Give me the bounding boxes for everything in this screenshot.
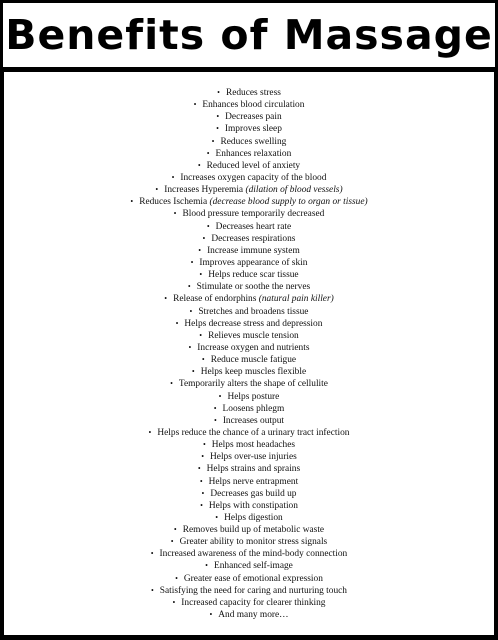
list-item	[4, 597, 494, 609]
list-item	[4, 233, 494, 245]
benefit-text: Improves appearance of skin	[199, 257, 308, 268]
bullet-icon: •	[218, 391, 222, 401]
benefit-text: Decreases respirations	[211, 233, 296, 244]
benefit-text: Stretches and broadens tissue	[198, 306, 309, 317]
benefit-text: Reduces stress	[225, 88, 281, 98]
list-item	[4, 160, 494, 172]
list-item	[4, 476, 494, 488]
bullet-icon: •	[201, 452, 205, 462]
benefit-text: Helps reduce scar tissue	[208, 270, 299, 281]
bullet-icon: •	[209, 610, 213, 620]
bullet-icon: •	[198, 245, 202, 255]
list-item	[4, 366, 494, 378]
bullet-icon: •	[197, 160, 201, 170]
benefit-text: Loosens phlegm	[222, 403, 285, 414]
list-item	[4, 196, 494, 208]
benefit-text: Increased awareness of the mind-body connection	[159, 549, 348, 560]
bullet-icon: •	[155, 185, 159, 195]
list-item	[4, 524, 494, 536]
bullet-icon: •	[187, 282, 191, 292]
benefit-text: Helps decrease stress and depression	[184, 318, 323, 329]
list-item	[4, 257, 494, 269]
benefit-text: Helps digestion	[224, 512, 283, 523]
content-box	[4, 72, 494, 635]
benefit-text: Decreases pain	[225, 112, 282, 123]
bullet-icon: •	[201, 488, 205, 498]
benefit-text: Increased capacity for clearer thinking	[181, 597, 326, 608]
list-item	[4, 221, 494, 233]
benefit-text: Stimulate or soothe the nerves	[196, 282, 311, 293]
list-item	[4, 500, 494, 512]
list-item	[4, 87, 494, 99]
benefit-text: Temporarily alters the shape of cellulite	[178, 379, 328, 390]
bullet-icon: •	[216, 112, 220, 122]
bullet-icon: •	[199, 330, 203, 340]
list-item	[4, 184, 494, 196]
bullet-icon: •	[175, 318, 179, 328]
list-item	[4, 536, 494, 548]
benefit-text: Enhanced self-image	[213, 561, 293, 572]
bullet-icon: •	[130, 197, 134, 207]
bullet-icon: •	[211, 136, 215, 146]
bullet-icon: •	[190, 257, 194, 267]
bullet-icon: •	[205, 561, 208, 571]
list-item	[4, 123, 494, 135]
bullet-icon: •	[201, 355, 205, 365]
bullet-icon: •	[202, 440, 206, 450]
bullet-icon: •	[173, 209, 177, 219]
list-item	[4, 172, 494, 184]
benefit-text: Decreases heart rate	[215, 221, 292, 232]
list-item	[4, 378, 494, 390]
bullet-icon: •	[197, 464, 201, 474]
benefit-note: (natural pain killer)	[258, 294, 334, 305]
benefit-list	[4, 87, 494, 621]
benefit-text: Greater ability to monitor stress signals	[179, 537, 328, 548]
bullet-icon: •	[148, 427, 152, 437]
bullet-icon: •	[170, 379, 173, 389]
bullet-icon: •	[188, 342, 192, 352]
list-item	[4, 111, 494, 123]
benefit-text: Increases oxygen capacity of the blood	[180, 172, 327, 183]
bullet-icon: •	[191, 367, 195, 377]
list-item	[4, 354, 494, 366]
list-item	[4, 342, 494, 354]
benefit-text: Reduces swelling	[220, 136, 287, 147]
benefit-text: Reduced level of anxiety	[206, 160, 301, 171]
bullet-icon: •	[200, 500, 203, 510]
list-item	[4, 463, 494, 475]
benefit-text: Helps keep muscles flexible	[200, 367, 307, 378]
benefit-text: Helps with constipation	[208, 500, 298, 511]
benefit-text: Increases Hyperemia	[164, 185, 244, 196]
bullet-icon: •	[164, 294, 168, 304]
bullet-icon: •	[170, 537, 174, 547]
benefit-text: Helps posture	[227, 391, 280, 402]
benefit-text: Blood pressure temporarily decreased	[182, 209, 325, 220]
benefit-text: Helps strains and sprains	[206, 464, 301, 475]
list-item	[4, 318, 494, 330]
bullet-icon: •	[216, 124, 219, 134]
benefit-text: And many more…	[218, 610, 289, 621]
benefit-text: Helps reduce the chance of a urinary tract infection	[157, 427, 350, 438]
bullet-icon: •	[215, 512, 219, 522]
bullet-icon: •	[172, 597, 176, 607]
benefit-text: Enhances blood circulation	[202, 100, 305, 111]
list-item	[4, 306, 494, 318]
benefit-text: Helps most headaches	[211, 440, 296, 451]
benefit-note: (decrease blood supply to organ or tissue)	[209, 197, 368, 208]
list-item	[4, 451, 494, 463]
bullet-icon: •	[150, 585, 154, 595]
benefit-text: Relieves muscle tension	[208, 330, 299, 341]
bullet-icon: •	[202, 233, 206, 243]
list-item	[4, 560, 494, 572]
list-item	[4, 488, 494, 500]
bullet-icon: •	[217, 88, 220, 97]
bullet-icon: •	[199, 476, 203, 486]
bullet-icon: •	[206, 148, 210, 158]
list-item	[4, 391, 494, 403]
bullet-icon: •	[150, 549, 154, 559]
bullet-icon: •	[175, 573, 178, 583]
bullet-icon: •	[214, 415, 217, 425]
bullet-icon: •	[189, 306, 193, 316]
list-item	[4, 415, 494, 427]
list-item	[4, 281, 494, 293]
benefit-text: Increase immune system	[207, 245, 300, 256]
list-item	[4, 585, 494, 597]
list-item	[4, 609, 494, 621]
benefit-text: Reduces Ischemia	[139, 197, 208, 208]
benefit-note: (dilation of blood vessels)	[245, 185, 343, 196]
bullet-icon: •	[193, 100, 197, 110]
benefit-text: Helps over-use injuries	[210, 452, 297, 463]
list-item	[4, 269, 494, 281]
list-item	[4, 512, 494, 524]
list-item	[4, 439, 494, 451]
bullet-icon: •	[206, 221, 210, 231]
benefit-text: Improves sleep	[224, 124, 282, 135]
list-item	[4, 99, 494, 111]
bullet-icon: •	[199, 270, 203, 280]
bullet-icon: •	[213, 403, 217, 413]
benefit-text: Satisfying the need for caring and nurturing touch	[159, 585, 347, 596]
list-item	[4, 293, 494, 305]
benefit-text: Release of endorphins	[173, 294, 257, 305]
list-item	[4, 573, 494, 585]
list-item	[4, 548, 494, 560]
list-item	[4, 136, 494, 148]
benefit-text: Reduce muscle fatigue	[210, 355, 297, 366]
list-item	[4, 403, 494, 415]
list-item	[4, 148, 494, 160]
list-item	[4, 330, 494, 342]
benefit-text: Decreases gas build up	[210, 488, 297, 499]
list-item	[4, 245, 494, 257]
bullet-icon: •	[173, 525, 177, 535]
benefit-text: Enhances relaxation	[215, 148, 292, 159]
list-item	[4, 427, 494, 439]
page-title: Benefits of Massage	[5, 10, 493, 59]
benefit-text: Helps nerve entrapment	[208, 476, 299, 487]
benefit-text: Removes build up of metabolic waste	[182, 525, 325, 536]
benefit-text: Increase oxygen and nutrients	[197, 342, 310, 353]
benefit-text: Greater ease of emotional expression	[183, 573, 323, 584]
list-item	[4, 208, 494, 220]
title-box	[3, 3, 495, 67]
bullet-icon: •	[171, 172, 175, 182]
benefit-text: Increases output	[222, 415, 284, 426]
